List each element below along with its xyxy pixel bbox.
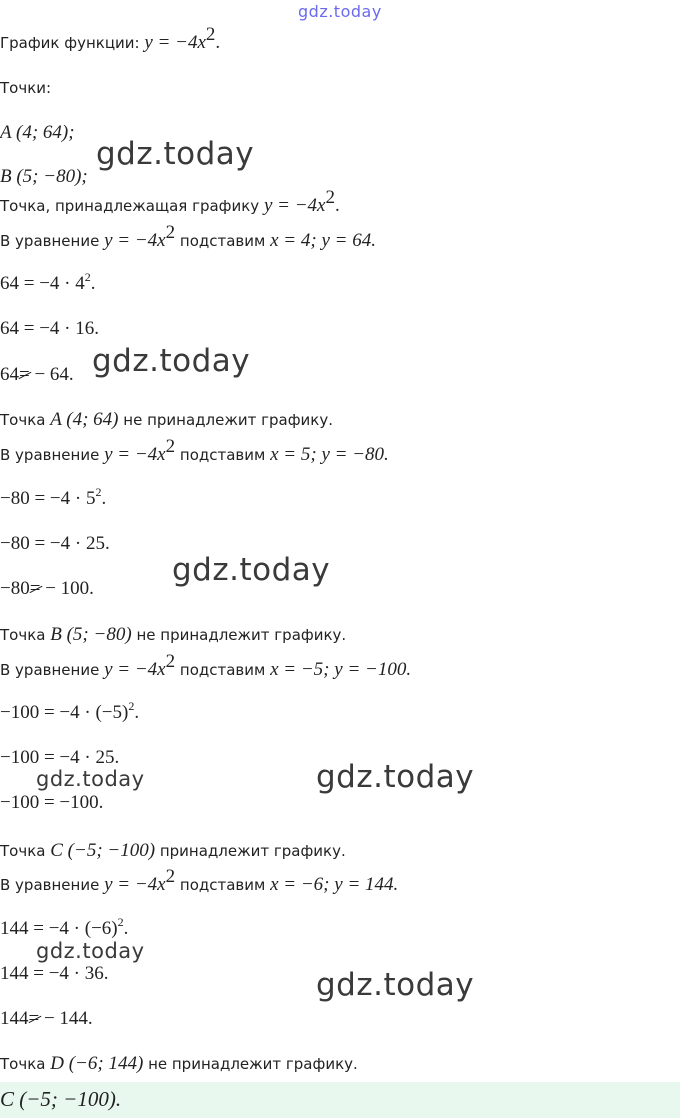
equation: −80 = −4 · 25. xyxy=(0,533,110,554)
text: Точка xyxy=(0,1055,46,1073)
question-label: Точка, принадлежащая графику xyxy=(0,197,260,215)
watermark: gdz.today xyxy=(172,552,331,588)
values: x = −6; y = 144. xyxy=(270,874,399,895)
point: D (−6; 144) xyxy=(50,1053,144,1074)
exponent: 2 xyxy=(117,915,124,929)
text: В уравнение xyxy=(0,876,100,894)
point: A (4; 64) xyxy=(50,409,119,430)
punct: . xyxy=(123,918,129,939)
lhs: 64 xyxy=(0,364,19,385)
text: не принадлежит графику. xyxy=(148,1055,358,1073)
substitution-line-a xyxy=(0,222,376,252)
values: x = 5; y = −80. xyxy=(270,444,389,465)
watermark: gdz.today xyxy=(316,967,475,1003)
point-a: A (4; 64); xyxy=(0,122,75,143)
text: Точка xyxy=(0,842,46,860)
equation-not-equal xyxy=(0,578,94,600)
equation-text: −100 = −4 · (−5) xyxy=(0,702,129,723)
equation xyxy=(0,915,129,940)
text: Точка xyxy=(0,626,46,644)
question-formula: y = −4x xyxy=(263,195,326,216)
text: подставим xyxy=(179,232,266,250)
equation xyxy=(0,699,140,724)
text: В уравнение xyxy=(0,661,100,679)
equation: −100 = −4 · 25. xyxy=(0,747,120,768)
text: Точка xyxy=(0,411,46,429)
question-line xyxy=(0,187,340,217)
point: B (5; −80) xyxy=(50,624,132,645)
function-label: График функции: xyxy=(0,34,140,52)
equation-text: 64 = −4 · 4 xyxy=(0,273,85,294)
formula: y = −4x xyxy=(104,659,166,680)
text: подставим xyxy=(179,661,266,679)
watermark-top: gdz.today xyxy=(298,2,382,21)
equation-not-equal xyxy=(0,1008,93,1030)
answer-box xyxy=(0,1082,680,1118)
lhs: −80 xyxy=(0,578,30,599)
function-formula: y = −4x xyxy=(144,32,206,53)
punct: . xyxy=(101,488,107,509)
conclusion-a xyxy=(0,409,333,431)
exponent: 2 xyxy=(84,270,91,284)
equation xyxy=(0,485,107,510)
exponent: 2 xyxy=(165,436,176,457)
substitution-line-d xyxy=(0,866,399,896)
exponent: 2 xyxy=(128,699,135,713)
equation xyxy=(0,270,96,295)
not-equal-sign: = xyxy=(29,578,41,599)
formula: y = −4x xyxy=(104,230,166,251)
exponent: 2 xyxy=(165,222,176,243)
formula: y = −4x xyxy=(104,444,166,465)
equation-not-equal xyxy=(0,364,74,386)
substitution-line-b xyxy=(0,436,389,466)
punct: . xyxy=(215,32,221,53)
rhs: − 144. xyxy=(39,1008,93,1029)
equation: 144 = −4 · 36. xyxy=(0,963,109,984)
equation: 64 = −4 · 16. xyxy=(0,318,100,339)
text: не принадлежит графику. xyxy=(123,411,333,429)
point-b: B (5; −80); xyxy=(0,166,88,187)
conclusion-b xyxy=(0,624,346,646)
answer-text: C (−5; −100). xyxy=(0,1087,122,1111)
watermark: gdz.today xyxy=(92,343,251,379)
exponent: 2 xyxy=(205,24,216,45)
conclusion-d xyxy=(0,1053,358,1075)
exponent: 2 xyxy=(325,187,335,208)
watermark: gdz.today xyxy=(36,767,145,791)
text: подставим xyxy=(179,876,266,894)
punct: . xyxy=(134,702,140,723)
function-line xyxy=(0,24,221,54)
watermark: gdz.today xyxy=(36,939,145,963)
exponent: 2 xyxy=(165,651,176,672)
values: x = −5; y = −100. xyxy=(270,659,412,680)
substitution-line-c xyxy=(0,651,412,681)
equation-text: 144 = −4 · (−6) xyxy=(0,918,118,939)
equation: −100 = −100. xyxy=(0,792,104,813)
exponent: 2 xyxy=(165,866,176,887)
not-equal-sign: = xyxy=(19,364,30,385)
lhs: 144 xyxy=(0,1008,29,1029)
punct: . xyxy=(334,195,340,216)
text: принадлежит графику. xyxy=(159,842,346,860)
point: C (−5; −100) xyxy=(50,840,156,861)
conclusion-c xyxy=(0,840,346,862)
punct: . xyxy=(90,273,96,294)
rhs: − 100. xyxy=(40,578,94,599)
text: В уравнение xyxy=(0,232,100,250)
rhs: − 64. xyxy=(29,364,74,385)
equation-text: −80 = −4 · 5 xyxy=(0,488,96,509)
watermark: gdz.today xyxy=(316,759,475,795)
text: не принадлежит графику. xyxy=(136,626,347,644)
formula: y = −4x xyxy=(104,874,166,895)
points-heading: Точки: xyxy=(0,79,52,97)
watermark: gdz.today xyxy=(96,136,255,172)
exponent: 2 xyxy=(95,485,102,499)
text: В уравнение xyxy=(0,446,100,464)
values: x = 4; y = 64. xyxy=(270,230,376,251)
text: подставим xyxy=(179,446,266,464)
not-equal-sign: = xyxy=(28,1008,40,1029)
